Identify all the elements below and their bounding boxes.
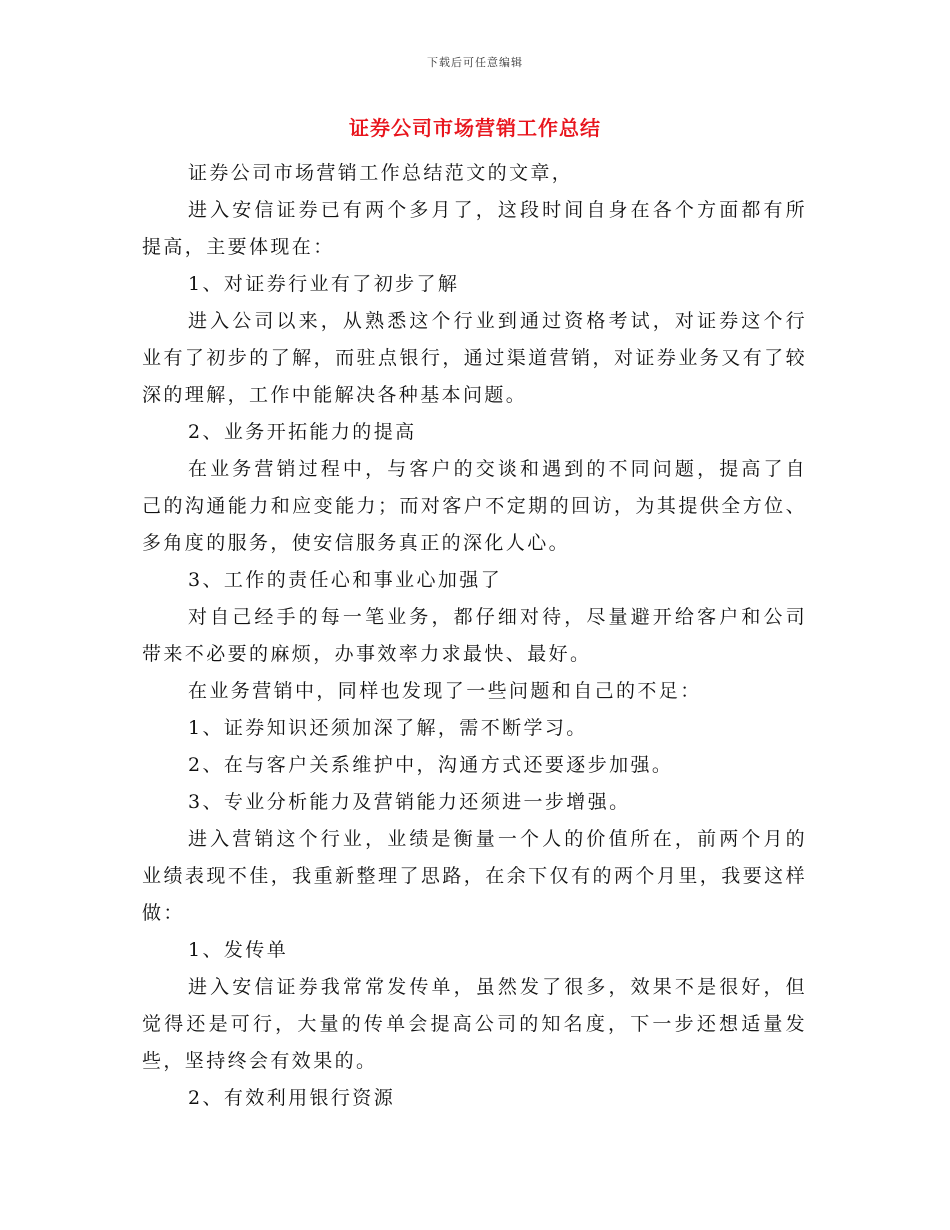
paragraph: 2、业务开拓能力的提高	[188, 421, 417, 443]
document-body	[142, 155, 807, 1117]
header-note: 下载后可任意编辑	[427, 56, 523, 69]
paragraph: 1、对证券行业有了初步了解	[188, 273, 460, 295]
paragraph: 进入安信证券已有两个多月了，这段时间自身在各个方面都有所提高，主要体现在：	[142, 199, 807, 258]
paragraph: 3、工作的责任心和事业心加强了	[188, 569, 503, 591]
paragraph: 1、发传单	[188, 939, 289, 961]
paragraph: 2、有效利用银行资源	[188, 1087, 396, 1109]
paragraph: 进入安信证券我常常发传单，虽然发了很多，效果不是很好，但觉得还是可行，大量的传单会提高公司的知名度，下一步还想适量发些，坚持终会有效果的。	[142, 976, 807, 1072]
paragraph: 2、在与客户关系维护中，沟通方式还要逐步加强。	[188, 754, 674, 776]
paragraph: 进入营销这个行业，业绩是衡量一个人的价值所在，前两个月的业绩表现不佳，我重新整理了思路，在余下仅有的两个月里，我要这样做：	[142, 828, 807, 924]
document-title: 证券公司市场营销工作总结	[349, 116, 601, 140]
paragraph: 3、专业分析能力及营销能力还须进一步增强。	[188, 791, 631, 813]
paragraph: 1、证券知识还须加深了解，需不断学习。	[188, 717, 588, 739]
paragraph: 对自己经手的每一笔业务，都仔细对待，尽量避开给客户和公司带来不必要的麻烦，办事效率力求最快、最好。	[142, 606, 807, 665]
paragraph: 进入公司以来，从熟悉这个行业到通过资格考试，对证券这个行业有了初步的了解，而驻点银行，通过渠道营销，对证券业务又有了较深的理解，工作中能解决各种基本问题。	[142, 310, 807, 406]
paragraph: 在业务营销中，同样也发现了一些问题和自己的不足：	[188, 680, 702, 702]
paragraph: 证券公司市场营销工作总结范文的文章，	[188, 162, 574, 184]
paragraph: 在业务营销过程中，与客户的交谈和遇到的不同问题，提高了自己的沟通能力和应变能力；而对客户不定期的回访，为其提供全方位、多角度的服务，使安信服务真正的深化人心。	[142, 458, 807, 554]
